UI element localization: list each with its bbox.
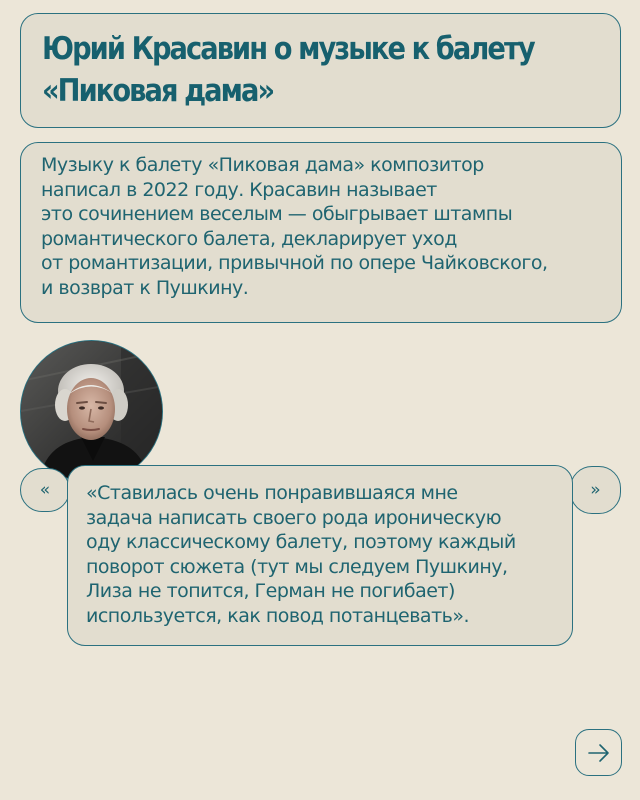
portrait-photo (21, 341, 163, 483)
description-line-4: романтического балета, декларирует уход (41, 227, 457, 250)
prev-quote-label: « (39, 480, 51, 500)
quote-card (67, 465, 573, 646)
quote-line-1: «Ставилась очень понравившаяся мне (86, 482, 458, 504)
quote-line-2: задача написать своего рода ироническую (86, 506, 502, 529)
description-line-2: написал в 2022 году. Красавин называет (41, 178, 437, 201)
quote-line-3: оду классическому балету, поэтому каждый (86, 531, 516, 553)
next-page-button[interactable] (575, 729, 622, 776)
next-quote-button[interactable] (570, 466, 621, 514)
description-line-3: это сочинением веселым — обыгрывает штампы (41, 203, 513, 225)
quote-line-4: поворот сюжета (тут мы следуем Пушкину, (86, 555, 508, 578)
avatar (20, 340, 163, 483)
next-quote-label: » (590, 480, 601, 500)
quote-line-5: Лиза не топится, Герман не погибает) (86, 580, 455, 602)
title-card (20, 13, 621, 128)
description-line-1: Музыку к балету «Пиковая дама» композитор (41, 154, 484, 176)
description-card (20, 142, 622, 323)
prev-quote-button[interactable] (20, 468, 70, 512)
page-title-line-2: «Пиковая дама» (42, 73, 274, 109)
arrow-right-icon (586, 740, 612, 766)
description-line-6: и возврат к Пушкину. (41, 276, 249, 299)
description-line-5: от романтизации, привычной по опере Чайковского, (41, 252, 548, 274)
page-title-line-1: Юрий Красавин о музыке к балету (42, 31, 534, 67)
quote-line-6: используется, как повод потанцевать». (86, 604, 469, 627)
